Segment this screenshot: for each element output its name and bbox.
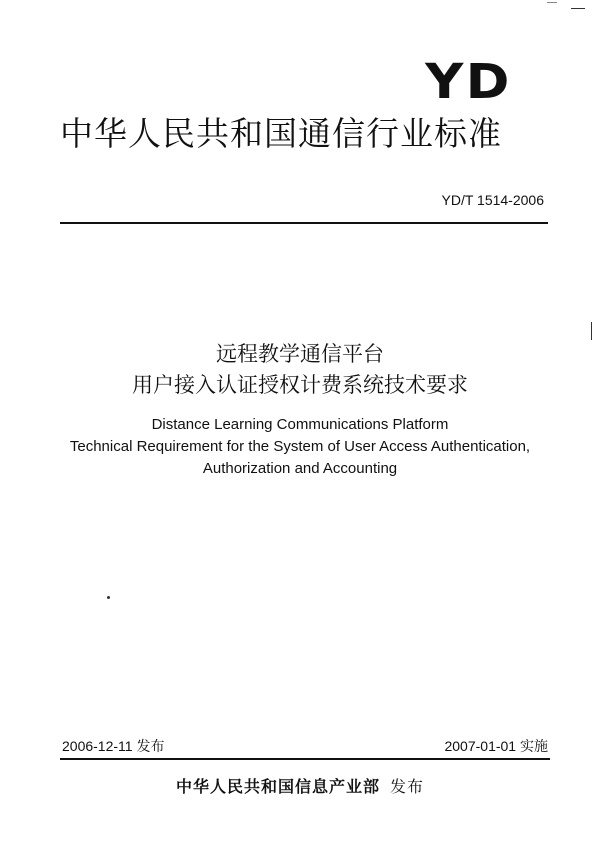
english-title-line-1: Distance Learning Communications Platform	[151, 416, 449, 433]
english-title-line-2: Technical Requirement for the System of User Access Authentication,	[69, 438, 531, 455]
issue-date: 2006-12-11 发布	[62, 738, 165, 754]
yd-logo: YD	[425, 54, 512, 110]
scan-speck	[107, 596, 110, 599]
publisher-name: 中华人民共和国信息产业部	[175, 777, 380, 796]
scan-speck	[547, 2, 557, 3]
english-title	[0, 414, 600, 480]
header-divider	[60, 222, 548, 224]
publisher-suffix: 发布	[390, 777, 425, 796]
publisher-line	[0, 774, 600, 797]
footer-divider	[60, 758, 550, 760]
scan-speck	[591, 322, 592, 340]
scan-speck	[571, 8, 585, 9]
chinese-title-line-2: 用户接入认证授权计费系统技术要求	[132, 373, 468, 397]
standard-category-title: 中华人民共和国通信行业标准	[60, 114, 502, 153]
chinese-title-line-1: 远程教学通信平台	[216, 342, 384, 366]
document-number: YD/T 1514-2006	[441, 192, 544, 208]
effective-date: 2007-01-01 实施	[444, 738, 548, 754]
english-title-line-3: Authorization and Accounting	[202, 460, 398, 477]
